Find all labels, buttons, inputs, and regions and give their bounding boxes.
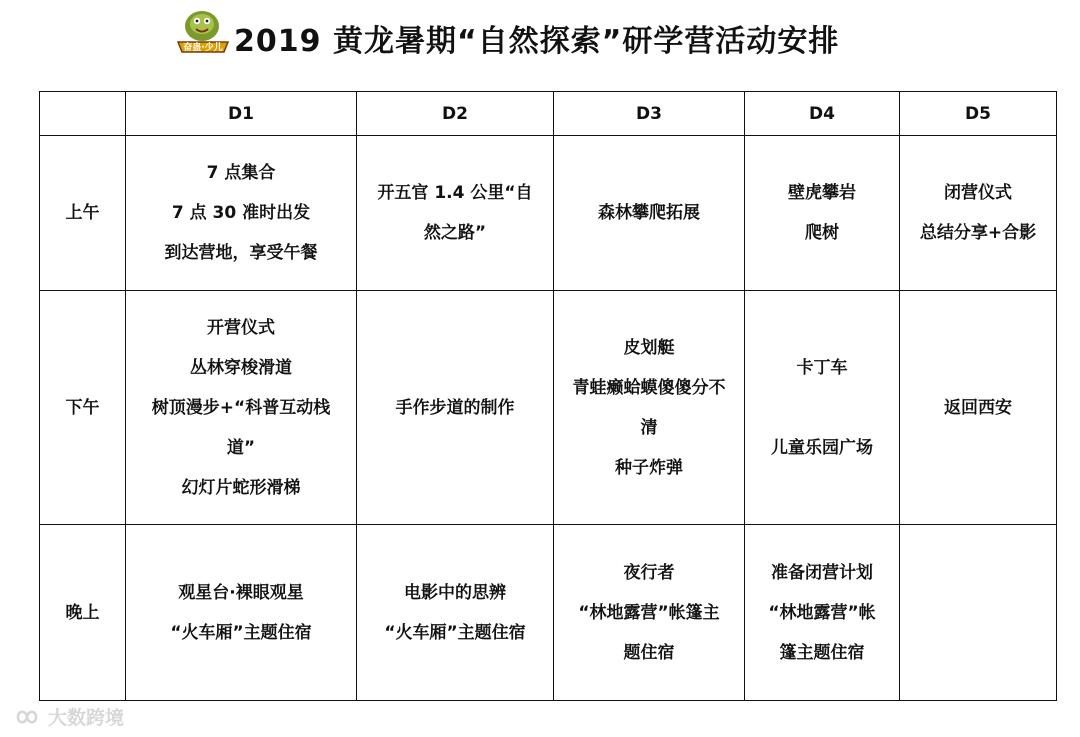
header-row — [40, 92, 1057, 136]
activity-line: 树顶漫步+“科普互动栈 — [151, 397, 331, 418]
column-header: D5 — [900, 92, 1057, 136]
schedule-cell — [745, 136, 900, 291]
activity-line: “火车厢”主题住宿 — [384, 622, 526, 643]
schedule-cell — [554, 136, 745, 291]
schedule-cell — [357, 291, 554, 525]
activity-line: 夜行者 — [623, 562, 675, 583]
logo-text: 奋蛊·少儿 — [183, 43, 223, 53]
schedule-cell — [126, 136, 357, 291]
activity-line: “火车厢”主题住宿 — [170, 622, 312, 643]
activity-line: 森林攀爬拓展 — [598, 203, 700, 223]
schedule-cell — [745, 525, 900, 701]
activity-line: 开营仪式 — [207, 317, 275, 338]
activity-line: 电影中的思辨 — [404, 582, 506, 603]
activity-line: 准备闭营计划 — [771, 562, 873, 583]
schedule-cell — [357, 136, 554, 291]
schedule-cell — [900, 291, 1057, 525]
activity-line: 7 点 30 准时出发 — [171, 203, 311, 223]
schedule-cell — [900, 136, 1057, 291]
activity-line: 手作步道的制作 — [395, 397, 515, 418]
schedule-cell — [126, 525, 357, 701]
column-header: D3 — [554, 92, 745, 136]
row-label: 下午 — [40, 291, 126, 525]
row-label: 上午 — [40, 136, 126, 291]
activity-line: 到达营地，享受午餐 — [164, 243, 318, 263]
activity-line: 皮划艇 — [623, 337, 675, 358]
column-header: D2 — [357, 92, 554, 136]
activity-line — [751, 388, 893, 428]
activity-line: 题住宿 — [623, 642, 675, 663]
watermark-text: 大数跨境 — [48, 707, 125, 729]
activity-line: 壁虎攀岩 — [788, 183, 856, 203]
schedule-cell — [554, 525, 745, 701]
table-row — [40, 136, 1057, 291]
column-header: D4 — [745, 92, 900, 136]
activity-line: 种子炸弹 — [615, 457, 683, 478]
schedule-table — [39, 91, 1057, 701]
table-row — [40, 291, 1057, 525]
activity-line: 然之路” — [423, 223, 487, 243]
turtle-mascot-logo-icon — [172, 4, 234, 58]
corner-cell — [40, 92, 126, 136]
activity-line: “林地露营”帐 — [768, 602, 876, 623]
activity-line: 幻灯片蛇形滑梯 — [181, 477, 301, 498]
column-header: D1 — [126, 92, 357, 136]
activity-line: 青蛙癞蛤蟆傻傻分不 — [572, 377, 726, 398]
activity-line: 卡丁车 — [796, 357, 848, 378]
infinity-loop-icon — [10, 707, 44, 727]
activity-line: 返回西安 — [944, 397, 1012, 418]
header — [0, 0, 1080, 88]
row-label: 晚上 — [40, 525, 126, 701]
schedule-cell — [357, 525, 554, 701]
activity-line: 篷主题住宿 — [779, 642, 865, 663]
activity-line: 开五官 1.4 公里“自 — [377, 183, 533, 203]
activity-line: 爬树 — [805, 223, 839, 243]
activity-line: 闭营仪式 — [944, 183, 1012, 203]
activity-line: 总结分享+合影 — [919, 223, 1037, 243]
logo — [172, 4, 234, 58]
table-row — [40, 525, 1057, 701]
activity-line: 丛林穿梭滑道 — [190, 357, 292, 378]
activity-line: 7 点集合 — [206, 163, 276, 183]
page-title: 2019 黄龙暑期“自然探索”研学营活动安排 — [234, 24, 840, 59]
watermark — [10, 703, 124, 730]
activity-line: 儿童乐园广场 — [771, 437, 873, 458]
schedule-cell — [126, 291, 357, 525]
activity-line: 观星台·裸眼观星 — [178, 582, 304, 603]
activity-line: 清 — [640, 417, 658, 438]
schedule-cell — [554, 291, 745, 525]
activity-line: 道” — [226, 437, 256, 458]
schedule-cell — [745, 291, 900, 525]
schedule-cell — [900, 525, 1057, 701]
activity-line: “林地露营”帐篷主 — [578, 602, 720, 623]
